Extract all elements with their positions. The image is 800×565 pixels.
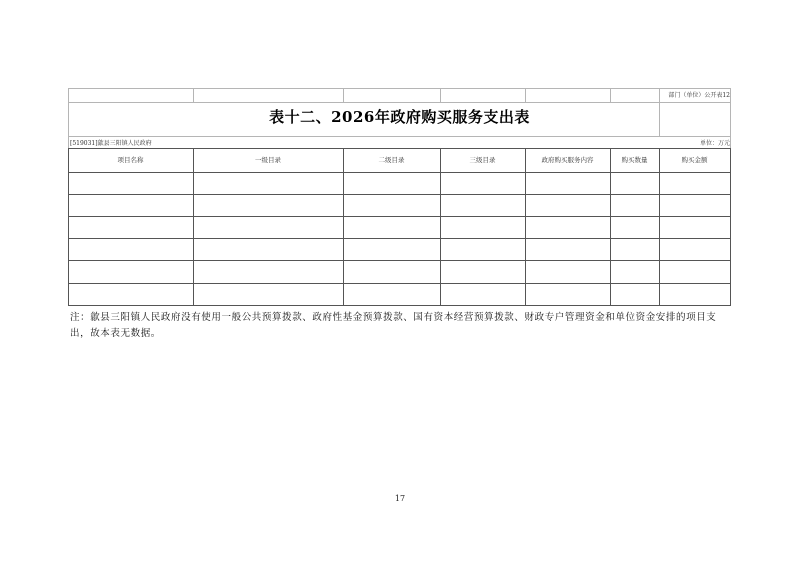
grid-line [610, 88, 611, 102]
grid-line [68, 102, 731, 103]
page-number: 17 [394, 494, 406, 503]
grid-line [730, 148, 731, 306]
unit-label: 单位：万元 [699, 140, 730, 147]
column-header-level2: 二级目录 [378, 156, 405, 164]
grid-line [343, 88, 344, 102]
grid-line [68, 216, 731, 217]
column-header-level3: 三级目录 [469, 156, 496, 164]
form-code: 部门（单位）公开表12 [668, 92, 730, 99]
grid-line [68, 172, 731, 173]
grid-line [68, 194, 731, 195]
grid-line [68, 283, 731, 284]
column-header-service-content: 政府购买服务内容 [541, 156, 594, 164]
table-title: 表十二、2026年政府购买服务支出表 [269, 108, 530, 126]
grid-line [68, 305, 731, 306]
grid-line [68, 260, 731, 261]
column-header-quantity: 购买数量 [621, 156, 648, 164]
grid-line [68, 88, 731, 89]
organization-name: [519031]歙县三阳镇人民政府 [70, 140, 152, 147]
grid-line [440, 88, 441, 102]
grid-line [68, 238, 731, 239]
table-note: 注：歙县三阳镇人民政府没有使用一般公共预算拨款、政府性基金预算拨款、国有资本经营预算拨款、财政专户管理资金和单位资金安排的项目支出，故本表无数据。 [70, 312, 717, 339]
column-header-project-name: 项目名称 [117, 156, 144, 164]
grid-line [193, 88, 194, 102]
grid-line [68, 136, 731, 137]
column-header-level1: 一级目录 [255, 156, 281, 164]
column-header-amount: 购买金额 [681, 156, 708, 164]
grid-line [525, 88, 526, 102]
